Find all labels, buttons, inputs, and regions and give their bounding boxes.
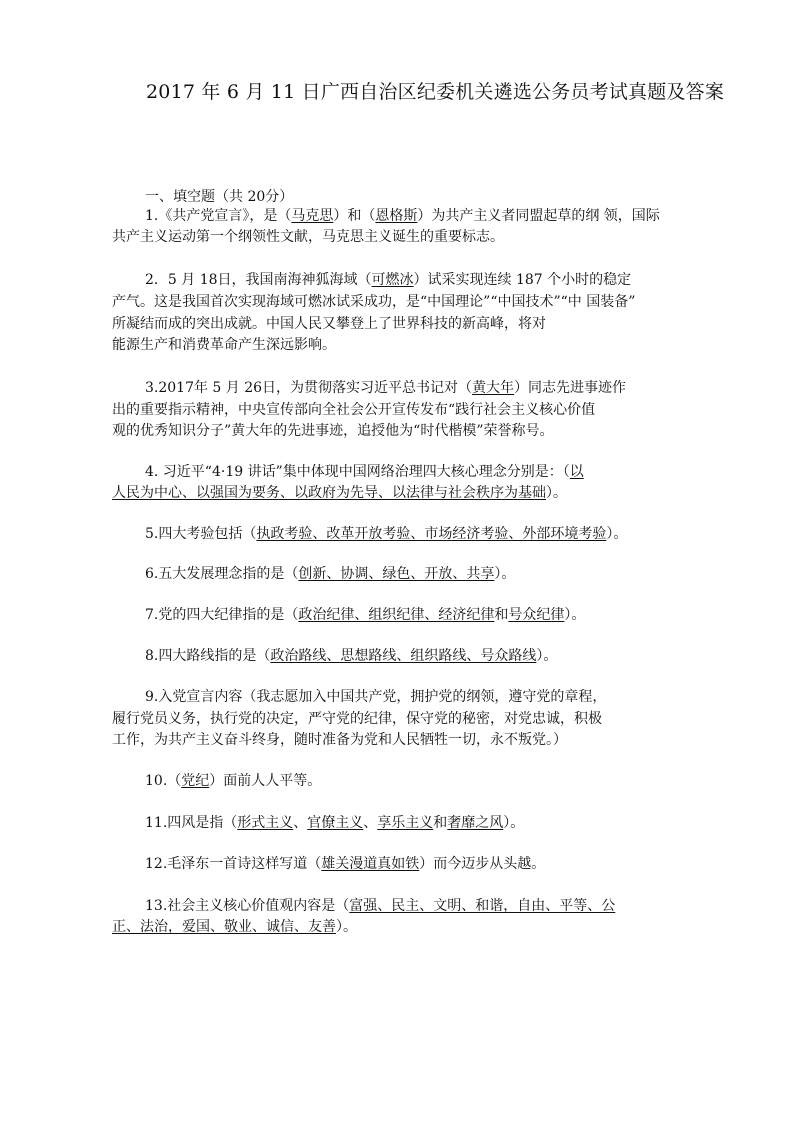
question-9-line-3: 工作，为共产主义奋斗终身，随时准备为党和人民牺牲一切，永不叛党。） xyxy=(112,732,567,748)
section-heading: 一、填空题（共 20分） xyxy=(145,189,294,205)
question-8 xyxy=(145,647,557,665)
text: ）同志先进事迹作 xyxy=(514,380,627,396)
text: ）。 xyxy=(546,485,567,501)
text: 4. 习近平“4·19 讲话”集中体现中国网络治理四大核心理念分别是：（ xyxy=(145,464,570,480)
question-13-line-1 xyxy=(145,897,615,915)
question-3-line-1 xyxy=(145,379,626,397)
text: 8.四大路线指的是（ xyxy=(145,648,271,664)
text: 1.《共产党宣言》，是（ xyxy=(145,208,292,224)
question-13-line-2 xyxy=(112,918,357,936)
question-2-line-2: 产气。这是我国首次实现海域可燃冰试采成功，是“中国理论”“中国技术”“中 国装备” xyxy=(112,294,636,310)
text: 5.四大考验包括（ xyxy=(145,526,257,542)
text: 3.2017年 5 月 26日，为贯彻落实习近平总书记对（ xyxy=(145,380,473,396)
question-9-line-2: 履行党员义务，执行党的决定，严守党的纪律，保守党的秘密，对党忠诚，积极 xyxy=(112,711,602,727)
question-3-line-3: 观的优秀知识分子”黄大年的先进事迹，追授他为“时代楷模”荣誉称号。 xyxy=(112,423,554,439)
question-6 xyxy=(145,565,515,583)
page-title: 2017 年 6 月 11 日广西自治区纪委机关遴选公务员考试真题及答案 xyxy=(146,81,725,103)
text: 2．5 月 18日，我国南海神狐海域（ xyxy=(145,272,372,288)
answer: 恩格斯 xyxy=(375,208,418,224)
question-4-line-1 xyxy=(145,463,584,481)
answer: 号众纪律 xyxy=(508,607,565,623)
text: ）。 xyxy=(536,648,558,664)
answer: 奢靡之风 xyxy=(447,815,504,831)
question-2-line-1 xyxy=(145,271,631,289)
text: 13.社会主义核心价值观内容是（ xyxy=(145,898,350,914)
question-2-line-3: 所凝结而成的突出成就。中国人民又攀登上了世界科技的新高峰，将对 xyxy=(112,316,546,332)
question-2-line-4: 能源生产和消费革命产生深远影响。 xyxy=(112,337,336,353)
text: ）为共产主义者同盟起草的纲 领，国际 xyxy=(417,208,660,224)
text: ）。 xyxy=(336,919,357,935)
text: ）。 xyxy=(606,526,628,542)
answer: 享乐主义 xyxy=(377,815,434,831)
answer: 可燃冰 xyxy=(371,272,414,288)
answer: 黄大年 xyxy=(472,380,515,396)
answer: 政治路线、思想路线、组织路线、号众路线 xyxy=(270,648,537,664)
question-10 xyxy=(145,772,321,790)
answer: 官僚主义 xyxy=(307,815,364,831)
text: 和 xyxy=(494,607,509,623)
answer: 人民为中心、以强国为要务、以政府为先导、以法律与社会秩序为基础 xyxy=(112,485,546,501)
text: 12.毛泽东一首诗这样写道（ xyxy=(145,856,322,872)
answer: 雄关漫道真如铁 xyxy=(321,856,420,872)
answer: 执政考验、改革开放考验、市场经济考验、外部环境考验 xyxy=(256,526,607,542)
text: ）。 xyxy=(564,607,586,623)
text: 6.五大发展理念指的是（ xyxy=(145,566,299,582)
question-9-line-1: 9.入党宣言内容（我志愿加入中国共产党，拥护党的纲领，遵守党的章程， xyxy=(145,689,607,705)
question-4-line-2 xyxy=(112,484,567,502)
question-3-line-2: 出的重要指示精神，中央宣传部向全社会公开宣传发布“践行社会主义核心价值 xyxy=(112,402,596,418)
text: ）而今迈步从头越。 xyxy=(419,856,546,872)
text: 、 xyxy=(363,815,378,831)
text: ）。 xyxy=(494,566,516,582)
question-11 xyxy=(145,814,524,832)
question-12 xyxy=(145,855,545,873)
question-5 xyxy=(145,525,627,543)
text: ）。 xyxy=(503,815,525,831)
question-7 xyxy=(145,606,585,624)
answer: 正、法治，爱国、敬业、诚信、友善 xyxy=(112,919,336,935)
text: 和 xyxy=(433,815,448,831)
text: ）面前人人平等。 xyxy=(209,773,322,789)
answer: 党纪 xyxy=(181,773,210,789)
question-1-line-2: 共产主义运动第一个纲领性文献，马克思主义诞生的重要标志。 xyxy=(112,229,504,245)
answer: 马克思 xyxy=(291,208,334,224)
answer: 富强、民主、文明、和谐，自由、平等、公 xyxy=(349,898,616,914)
text: 7.党的四大纪律指的是（ xyxy=(145,607,299,623)
question-1-line-1 xyxy=(145,207,660,225)
answer: 以 xyxy=(569,464,584,480)
text: ）试采实现连续 187 个小时的稳定 xyxy=(413,272,632,288)
text: 10.（ xyxy=(145,773,182,789)
answer: 形式主义 xyxy=(237,815,294,831)
text: 、 xyxy=(293,815,308,831)
answer: 政治纪律、组织纪律、经济纪律 xyxy=(298,607,495,623)
text: 11.四风是指（ xyxy=(145,815,238,831)
text: ）和（ xyxy=(333,208,376,224)
answer: 创新、协调、绿色、开放、共享 xyxy=(298,566,495,582)
